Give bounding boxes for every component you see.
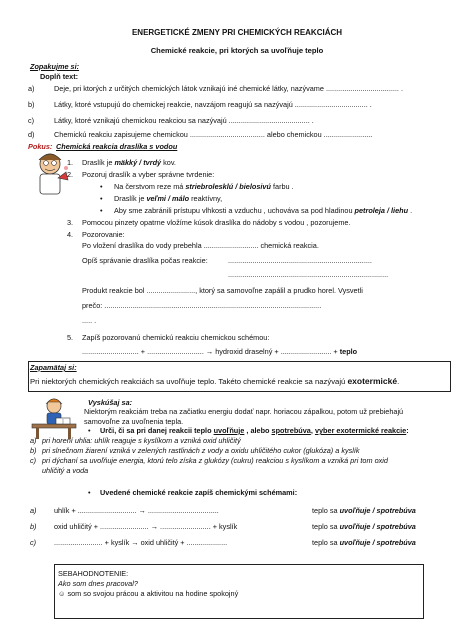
equation-text: ............................ + ............................ → hydroxid draselný + ......................... + [82, 347, 340, 356]
scientist-icon [30, 150, 70, 200]
step-1-pre: Draslík je [82, 158, 115, 167]
schema-c-heat-pre: teplo sa [312, 538, 340, 547]
schema-a-heat [312, 506, 416, 515]
remember-text [30, 376, 399, 387]
review-item-d: Chemickú reakciu zapisujeme chemickou ..................................... alebo chemickou ........................ [54, 130, 373, 139]
try-intro-2: samovoľne za uvoľnenia tepla. [84, 417, 184, 426]
observation-5: prečo: ........................................................................................................... [82, 301, 322, 310]
schema-heading: Uvedené chemické reakcie zapíš chemickými schémami: [100, 488, 298, 497]
try-task-releases: uvoľňuje [213, 426, 245, 435]
try-item-a-letter: a) [30, 436, 37, 445]
remember-text-pre: Pri niektorých chemických reakciách sa uvoľňuje teplo. Takéto chemické reakcie sa nazývajú [30, 377, 348, 386]
review-item-a-letter: a) [28, 84, 35, 93]
try-task-mid: , alebo [244, 426, 272, 435]
step-4: Pozorovanie: [82, 230, 125, 239]
schema-b-letter: b) [30, 522, 37, 531]
bullet-3-pre: Aby sme zabránili prístupu vlhkosti a vzduchu , uchováva sa pod hladinou [114, 206, 355, 215]
schema-bullet-icon: • [88, 488, 91, 497]
experiment-label: Pokus: [28, 142, 53, 151]
try-item-b: pri slnečnom žiarení vzniká v zelených rastlinách z vody a oxidu uhličitého cukor (glukóza) a kyslík [42, 446, 360, 455]
page-title: ENERGETICKÉ ZMENY PRI CHEMICKÝCH REAKCIÁCH [131, 28, 343, 37]
try-task-pre: Urči, či sa pri danej reakcii teplo [100, 426, 214, 435]
review-item-c-letter: c) [28, 116, 35, 125]
try-item-c-letter: c) [30, 456, 37, 465]
schema-c-choice: uvoľňuje / spotrebúva [339, 538, 416, 547]
review-item-b: Látky, ktoré vstupujú do chemickej reakcie, navzájom reagujú sa nazývajú .................................... . [54, 100, 372, 109]
schema-b-heat [312, 522, 416, 531]
review-item-a: Deje, pri ktorých z určitých chemických látok vznikajú iné chemické látky, nazývame .................................... . [54, 84, 404, 93]
try-item-c: pri dýchaní sa uvoľňuje energia, ktorú telo získa z glukózy (cukru) reakciou s kyslíkom a vzniká pri tom oxid [42, 456, 388, 465]
step-1-post: kov. [161, 158, 176, 167]
step-2-num: 2. [67, 170, 74, 179]
step-3-num: 3. [67, 218, 74, 227]
bullet-2-post: reaktívny, [189, 194, 223, 203]
bullet-3-dot: • [100, 206, 103, 215]
page-subtitle: Chemické reakcie, pri ktorých sa uvoľňuje teplo [150, 46, 324, 55]
schema-a-heat-pre: teplo sa [312, 506, 340, 515]
review-item-c: Látky, ktoré vznikajú chemickou reakciou sa nazývajú ........................................ . [54, 116, 314, 125]
step-2: Pozoruj draslík a vyber správne tvrdenie: [82, 170, 215, 179]
schema-c: ........................ + kyslík → oxid uhličitý + .................... [54, 538, 228, 547]
bullet-1-post: farbu . [270, 182, 294, 191]
bullet-1-pre: Na čerstvom reze má [114, 182, 186, 191]
observation-2-blank: ....................................................................... [228, 256, 372, 265]
step-5-num: 5. [67, 333, 74, 342]
self-eval-heading: SEBAHODNOTENIE: [58, 569, 129, 578]
schema-b-choice: uvoľňuje / spotrebúva [339, 522, 416, 531]
remember-heading: Zapamätaj si: [30, 363, 77, 372]
bullet-1-choice: striebrolesklú / bielosivú [185, 182, 271, 191]
bullet-3-post: . [408, 206, 413, 215]
bullet-1-dot: • [100, 182, 103, 191]
bullet-1 [114, 182, 294, 191]
remember-term: exotermické [347, 376, 398, 386]
bullet-3-choice: petroleja / liehu [354, 206, 409, 215]
step-1-num: 1. [67, 158, 74, 167]
step-1-choice: mäkký / tvrdý [114, 158, 162, 167]
try-intro-1: Niektorým reakciám treba na začiatku energiu dodať napr. horiacou zápalkou, potom už prebiehajú [84, 407, 404, 416]
bullet-2-dot: • [100, 194, 103, 203]
bullet-2 [114, 194, 222, 203]
self-eval-answer [58, 589, 238, 598]
observation-4: Produkt reakcie bol ........................, ktorý sa samovoľne zapálil a prudko horel. Vysvetli [82, 286, 363, 295]
review-heading: Zopakujme si: [30, 62, 80, 71]
step-1 [82, 158, 176, 167]
schema-a-choice: uvoľňuje / spotrebúva [339, 506, 416, 515]
try-item-a: pri horení uhlia: uhlík reaguje s kyslíkom a vzniká oxid uhličitý [42, 436, 241, 445]
smiley-icon: ☺ [58, 589, 66, 598]
try-task-sep: , [310, 426, 315, 435]
schema-a: uhlík + ............................. → ................................... [54, 506, 219, 515]
review-item-b-letter: b) [28, 100, 35, 109]
observation-1: Po vložení draslíka do vody prebehla ........................... chemická reakcia. [82, 241, 319, 250]
review-item-d-letter: d) [28, 130, 35, 139]
try-task-consumes: spotrebúva [271, 426, 311, 435]
remember-text-post: . [397, 377, 400, 386]
experiment-title: Chemická reakcia draslíka s vodou [56, 142, 178, 151]
task-bullet-icon: • [88, 426, 91, 435]
schema-c-heat [312, 538, 416, 547]
try-heading: Vyskúšaj sa: [88, 398, 133, 407]
schema-c-letter: c) [30, 538, 37, 547]
try-task-select: vyber exotermické reakcie [314, 426, 407, 435]
observation-3-blank: ............................................................................... [228, 270, 389, 279]
bullet-2-choice: veľmi / málo [146, 194, 190, 203]
schema-a-letter: a) [30, 506, 37, 515]
schema-b: oxid uhličitý + ........................ → ......................... + kyslík [54, 522, 238, 531]
observation-2: Opíš správanie draslíka počas reakcie: [82, 256, 208, 265]
try-item-c-cont: uhličitý a voda [42, 466, 89, 475]
self-eval-question: Ako som dnes pracoval? [58, 579, 138, 588]
schema-b-heat-pre: teplo sa [312, 522, 340, 531]
try-item-b-letter: b) [30, 446, 37, 455]
try-task-end: : [406, 426, 409, 435]
student-at-desk-icon [30, 394, 80, 440]
try-task [100, 426, 409, 435]
step-4-num: 4. [67, 230, 74, 239]
equation-heat: teplo [339, 347, 358, 356]
bullet-3 [114, 206, 412, 215]
bullet-2-pre: Draslík je [114, 194, 147, 203]
step-3: Pomocou pinzety opatrne vložíme kúsok draslíka do nádoby s vodou , pozorujeme. [82, 218, 351, 227]
self-eval-answer-text: som so svojou prácou a aktivitou na hodine spokojný [65, 589, 239, 598]
step-5: Zapíš pozorovanú chemickú reakciu chemickou schémou: [82, 333, 270, 342]
equation [82, 347, 357, 356]
observation-6: ..... . [82, 316, 97, 325]
fill-label: Doplň text: [40, 72, 79, 81]
